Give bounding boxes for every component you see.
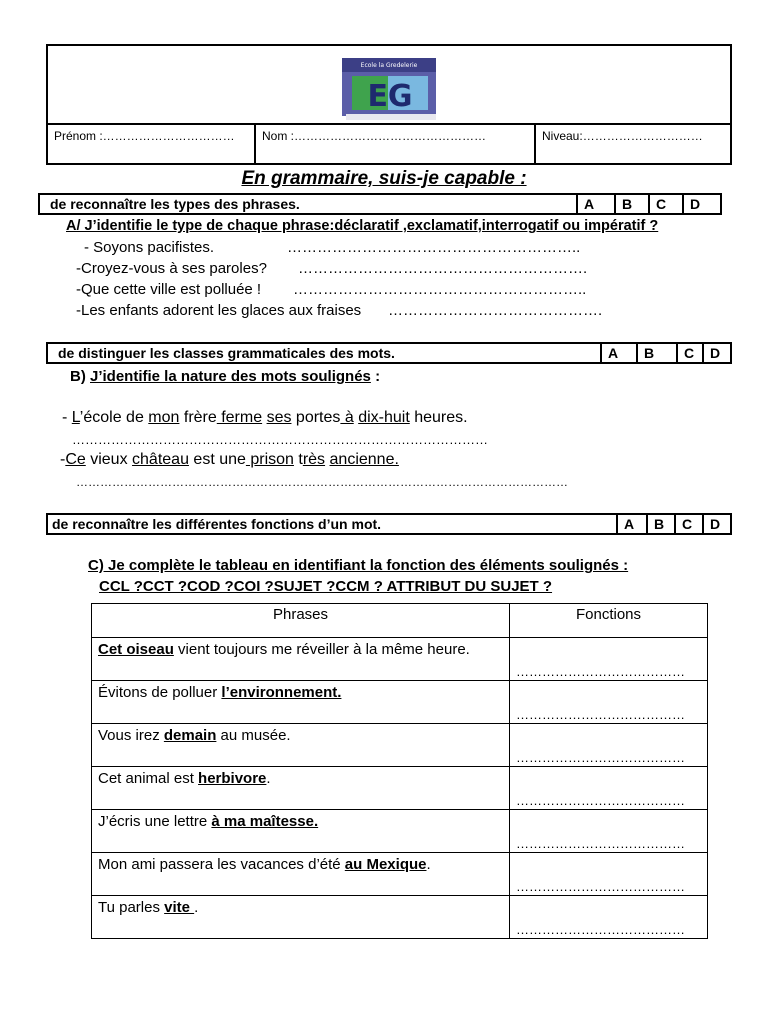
phrase-cell: J’écris une lettre à ma maîtesse.: [92, 810, 510, 853]
table-row: [92, 853, 708, 896]
fonction-options: CCL ?CCT ?COD ?COI ?SUJET ?CCM ? ATTRIBUT DU SUJET ?: [99, 578, 553, 595]
sentence-1: - Soyons pacifistes.: [84, 239, 215, 256]
skill-text: de reconnaître les différentes fonctions d’un mot.: [52, 516, 382, 532]
nature-answer-line-2[interactable]: ……………………………………………………………………………………………………………: [76, 475, 568, 489]
fonction-answer-cell[interactable]: …………………………………: [510, 767, 708, 810]
student-info-row: [48, 123, 730, 163]
grade-b[interactable]: B: [646, 515, 674, 533]
fonction-answer-cell[interactable]: …………………………………: [510, 638, 708, 681]
fonctions-table: [91, 603, 708, 939]
fonction-answer-cell[interactable]: …………………………………: [510, 853, 708, 896]
header-box: [46, 44, 732, 165]
col-fonctions: Fonctions: [510, 604, 708, 638]
answer-line-2[interactable]: ………………………………………………….: [298, 260, 588, 277]
phrase-cell: Évitons de polluer l’environnement.: [92, 681, 510, 724]
table-row: [92, 724, 708, 767]
fonction-answer-cell[interactable]: …………………………………: [510, 681, 708, 724]
table-header-row: [92, 604, 708, 638]
svg-text:Ecole la Gredelerie: Ecole la Gredelerie: [360, 62, 418, 69]
grade-d[interactable]: D: [682, 195, 720, 213]
grade-c[interactable]: C: [674, 515, 702, 533]
grade-d[interactable]: D: [702, 344, 730, 362]
fonction-answer-cell[interactable]: …………………………………: [510, 810, 708, 853]
grade-a[interactable]: A: [616, 515, 646, 533]
phrase-cell: Cet oiseau vient toujours me réveiller à la même heure.: [92, 638, 510, 681]
prenom-field[interactable]: Prénom :……………………………: [54, 129, 235, 143]
grade-d[interactable]: D: [702, 515, 730, 533]
answer-line-3[interactable]: …………………………………………………..: [293, 281, 587, 298]
skill-text: de reconnaître les types des phrases.: [50, 196, 300, 212]
school-logo: [338, 56, 444, 122]
phrase-cell: Cet animal est herbivore.: [92, 767, 510, 810]
phrase-cell: Tu parles vite .: [92, 896, 510, 939]
niveau-field[interactable]: Niveau:…………………………: [534, 125, 730, 163]
sentence-4: -Les enfants adorent les glaces aux fraises: [76, 302, 362, 319]
question-b: B) J’identifie la nature des mots soulignés :: [70, 368, 381, 385]
question-a: A/ J’identifie le type de chaque phrase:déclaratif ,exclamatif,interrogatif ou impératif ?: [66, 218, 659, 234]
nature-sentence-2: -Ce vieux château est une prison très ancienne.: [60, 451, 399, 468]
skill-bar-fonctions: [46, 513, 732, 535]
nature-sentence-1: - L’école de mon frère ferme ses portes à dix-huit heures.: [62, 409, 468, 426]
fonction-answer-cell[interactable]: …………………………………: [510, 896, 708, 939]
table-row: [92, 638, 708, 681]
grade-b[interactable]: B: [614, 195, 648, 213]
nom-field[interactable]: Nom :…………………………………………: [254, 125, 534, 163]
grade-b[interactable]: B: [636, 344, 676, 362]
page-title: En grammaire, suis-je capable :: [241, 168, 527, 189]
phrase-cell: Vous irez demain au musée.: [92, 724, 510, 767]
skill-bar-types: [38, 193, 722, 215]
grade-a[interactable]: A: [600, 344, 636, 362]
question-c: C) Je complète le tableau en identifiant la fonction des éléments soulignés :: [88, 557, 629, 574]
answer-line-4[interactable]: …………………………………….: [388, 302, 603, 319]
grade-c[interactable]: C: [676, 344, 702, 362]
table-row: [92, 896, 708, 939]
phrase-cell: Mon ami passera les vacances d’été au Mexique.: [92, 853, 510, 896]
fonction-answer-cell[interactable]: …………………………………: [510, 724, 708, 767]
table-row: [92, 767, 708, 810]
sentence-2: -Croyez-vous à ses paroles?: [76, 260, 267, 277]
answer-line-1[interactable]: …………………………………………………..: [287, 239, 581, 256]
grade-c[interactable]: C: [648, 195, 682, 213]
sentence-3: -Que cette ville est polluée !: [76, 281, 262, 298]
nature-answer-line-1[interactable]: ……………………………………………………………………………………: [72, 432, 488, 447]
table-row: [92, 810, 708, 853]
grade-a[interactable]: A: [576, 195, 614, 213]
col-phrases: Phrases: [92, 604, 510, 638]
table-row: [92, 681, 708, 724]
skill-text: de distinguer les classes grammaticales des mots.: [58, 345, 395, 361]
svg-text:EG: EG: [367, 79, 413, 114]
logo-graphic: [338, 56, 444, 122]
skill-bar-classes: [46, 342, 732, 364]
